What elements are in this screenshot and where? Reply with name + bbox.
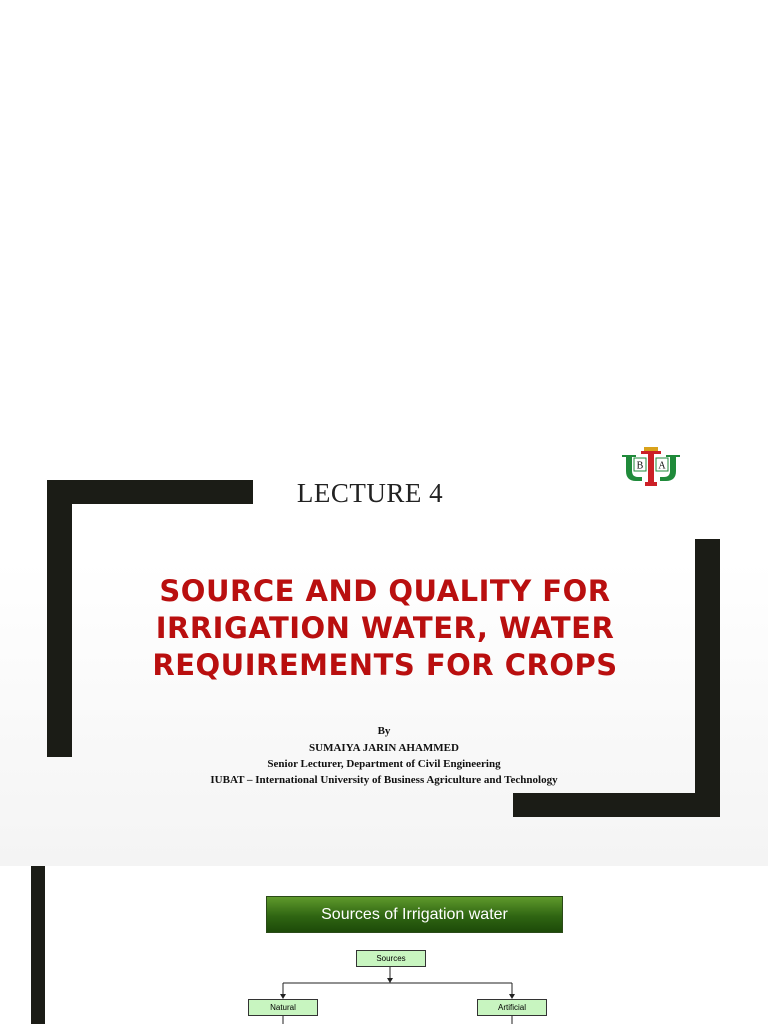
top-left-bracket-vertical <box>47 480 72 757</box>
logo-letter-a: A <box>658 460 666 472</box>
node-sources: Sources <box>356 950 426 967</box>
slide-title <box>90 573 680 684</box>
title-line-1: SOURCE AND QUALITY FOR <box>159 574 611 608</box>
author-position: Senior Lecturer, Department of Civil Engineering <box>267 758 501 770</box>
author-name: SUMAIYA JARIN AHAMMED <box>309 742 459 754</box>
lecture-number: LECTURE 4 <box>296 478 444 508</box>
logo-letter-b: B <box>636 460 644 472</box>
node-artificial: Artificial <box>477 999 547 1016</box>
node-natural: Natural <box>248 999 318 1016</box>
institution-name: IUBAT – International University of Business Agriculture and Technology <box>210 774 558 786</box>
title-line-3: REQUIREMENTS FOR CROPS <box>152 648 618 682</box>
sources-header: Sources of Irrigation water <box>266 896 563 933</box>
slide2-accent-bar <box>31 866 45 1024</box>
by-label: By <box>377 725 391 737</box>
bottom-right-bracket-horizontal <box>513 793 720 817</box>
title-line-2: IRRIGATION WATER, WATER <box>155 611 615 645</box>
